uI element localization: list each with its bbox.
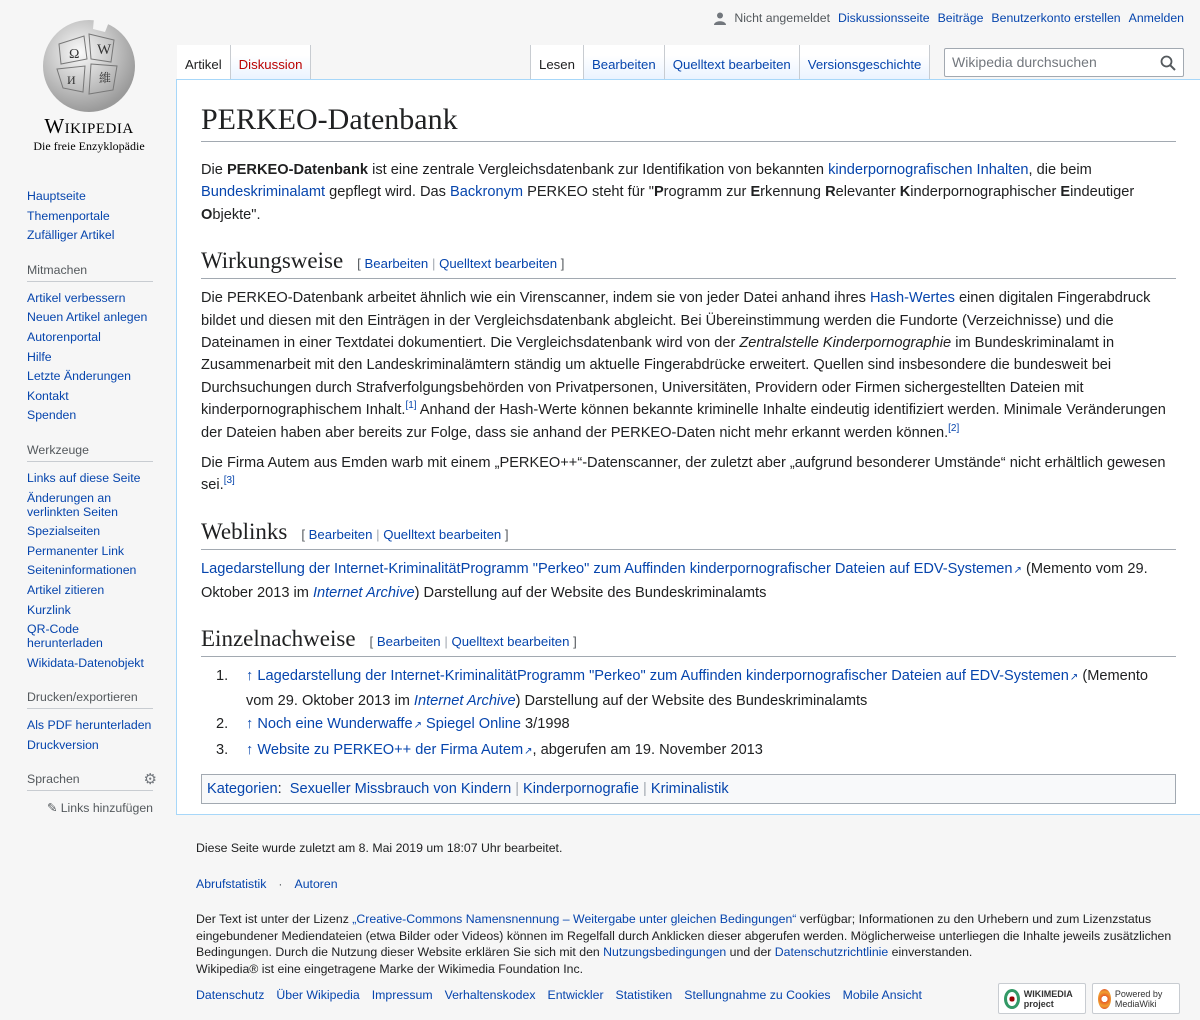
search-icon[interactable] [1160,55,1176,71]
footer-link-imprint[interactable]: Impressum [371,988,433,1002]
sidebar-item-page-info[interactable]: Seiteninformationen [27,563,137,578]
sidebar-item-main-page[interactable]: Hauptseite [27,189,86,203]
wikimedia-logo-icon [1004,989,1020,1009]
section-title: Weblinks [201,518,288,544]
text: , die beim [1028,162,1092,178]
sidebar-item-improve[interactable]: Artikel verbessern [27,290,126,305]
talk-link[interactable]: Diskussionsseite [838,11,930,25]
footer-link-about[interactable]: Über Wikipedia [276,988,360,1002]
create-account-link[interactable]: Benutzerkonto erstellen [991,11,1121,25]
page-stats-link[interactable]: Abrufstatistik [196,876,267,891]
text: elevanter [835,184,900,201]
section-heading-weblinks [201,517,1176,550]
sidebar-item-qr-code[interactable]: QR-Code herunterladen [27,622,103,651]
sidebar-item-donate[interactable]: Spenden [27,408,77,423]
text: , abgerufen am 19. November 2013 [532,741,763,758]
category-link[interactable]: Kriminalistik [650,780,729,797]
text: verfügbar; Informationen zu den Urhebern und zum Lizenzstatus eingebundener Mediendateien (etwa Bilder oder Videos) können im Regelfall durch Anklicken dieser abgerufen werden. Möglicherweise unterliegen die Inhalte jeweils zusätzlichen Bedingungen. Durch die Nutzung dieser Website erklären Sie sich mit den [196,912,1172,960]
link-internet-archive[interactable] [313,585,415,601]
footer-link-cookies[interactable]: Stellungnahme zu Cookies [684,988,831,1002]
tab-edit-source[interactable]: Quelltext bearbeiten [665,45,800,79]
tagline: Die freie Enzyklopädie [33,139,145,153]
text: rkennung [760,184,826,201]
reference-link[interactable]: Noch eine Wunderwaffe ↗ [257,716,422,732]
sidebar-navigation [27,186,153,245]
text: indeutiger [1070,184,1135,201]
category-link[interactable]: Kinderpornografie [523,780,640,797]
sidebar-heading-mitmachen: Mitmachen [27,263,153,282]
section-edit-links: [ Bearbeiten | Quelltext bearbeiten ] [369,634,577,650]
license-text [196,911,1176,961]
intro-paragraph [201,159,1176,226]
wikimedia-badge[interactable] [998,983,1086,1014]
reference-item [216,665,1176,712]
mediawiki-badge-text: Powered by MediaWiki [1114,988,1163,1009]
text: und der [726,945,775,960]
text: einen digitalen Fingerabdruck bildet und diesen mit den Einträgen in der Vergleichsdatenbank abgleicht. Bei Übereinstimmung werden die Fundorte (Verzeichnisse) und die Dateinamen in einer Textdatei dokumentiert. Die Vergleichsdatenbank wird von der [201,290,1151,351]
footer-links [196,988,922,1002]
license-link[interactable]: „Creative-Commons Namensnennung – Weitergabe unter gleichen Bedingungen“ [352,912,797,927]
footer-link-developers[interactable]: Entwickler [547,988,604,1002]
footnote-1[interactable]: [1] [405,400,417,412]
footer-link-privacy[interactable]: Datenschutz [196,988,265,1002]
add-links-button[interactable] [27,797,153,815]
sidebar-item-help[interactable]: Hilfe [27,349,52,364]
section-title: Einzelnachweise [201,626,356,652]
login-link[interactable]: Anmelden [1128,11,1184,25]
text: PERKEO steht für " [523,184,654,201]
terms-link[interactable]: Nutzungsbedingungen [603,945,727,960]
reference-link[interactable]: Lagedarstellung der Internet-KriminalitätProgramm "Perkeo" zum Auffinden kinderpornografischer Dateien auf EDV-Systemen ↗ [257,668,1078,684]
not-logged-in-label: Nicht angemeldet [734,11,831,25]
link-backronym[interactable]: Backronym [450,184,524,201]
text: ) Darstellung auf der Website des Bundeskriminalamts [515,692,868,709]
namespace-tabs [177,45,311,79]
tab-article[interactable]: Artikel [177,45,231,79]
svg-text:維: 維 [99,71,112,85]
section-heading-wirkungsweise [201,246,1176,279]
sidebar-participate [27,263,153,425]
text: Die [201,162,227,178]
section-title: Wirkungsweise [201,248,344,274]
edit-section-link[interactable]: Bearbeiten [308,526,373,542]
footer-link-code-of-conduct[interactable]: Verhaltenskodex [444,988,536,1002]
link-bundeskriminalamt[interactable]: Bundeskriminalamt [201,184,326,201]
sidebar-languages [27,771,157,816]
acronym-letter: K [899,184,911,201]
edit-source-section-link[interactable]: Quelltext bearbeiten [439,256,558,272]
puzzle-globe-icon [39,14,139,114]
sidebar-item-related-changes[interactable]: Änderungen an verlinkten Seiten [27,490,118,519]
last-modified: Diese Seite wurde zuletzt am 8. Mai 2019 um 18:07 Uhr bearbeitet. [196,841,563,855]
sidebar-heading-sprachen [27,771,157,791]
link-kinderpornografische-inhalte[interactable]: kinderpornografischen Inhalten [828,162,1029,178]
reference-link[interactable]: Website zu PERKEO++ der Firma Autem ↗ [257,742,532,758]
page-title: PERKEO-Datenbank [201,102,1176,142]
footnote-2[interactable]: [2] [948,422,960,434]
wikimedia-badge-text: WIKIMEDIA project [1023,988,1073,1009]
wikipedia-logo[interactable] [27,14,151,159]
edit-source-section-link[interactable]: Quelltext bearbeiten [451,634,570,650]
mediawiki-logo-icon [1098,989,1111,1009]
view-tabs [530,45,930,79]
sidebar-item-recent-changes[interactable]: Letzte Änderungen [27,369,131,384]
footer-link-mobile[interactable]: Mobile Ansicht [842,988,922,1002]
text: Die Firma Autem aus Emden warb mit einem „PERKEO++“-Datenscanner, der zuletzt aber „aufgrund besonderer Umstände“ nicht erhältlich gewesen sei. [201,454,1166,494]
sidebar [27,186,157,833]
acronym-letter: O [201,206,213,223]
add-links-label: Links hinzufügen [60,801,153,816]
contributions-link[interactable]: Beiträge [937,11,984,25]
wirkung-paragraph-1 [201,287,1176,444]
search-input[interactable] [950,53,1154,71]
edit-section-link[interactable]: Bearbeiten [376,634,441,650]
text: Der Text ist unter der Lizenz [196,912,353,927]
text: Die PERKEO-Datenbank arbeitet ähnlich wie ein Virenscanner, indem sie von jeder Datei anhand ihres [201,290,870,307]
text: 3/1998 [520,716,570,733]
reference-number: 1. [216,668,229,685]
text: im Bundeskriminalamt in Zusammenarbeit mit den Landeskriminalämtern ständig um aktuelle Fingerabdrücke erweitert. Quellen sind insbesondere die bundesweit bei Durchsuchungen durch Strafverfolgungsbehörden von Privatpersonen, Universitäten, Providern oder Firmen sichergestellten Dateien mit kinderpornographischem Inhalt. [201,334,1115,419]
text: einverstanden. [888,945,973,960]
italic-text: Zentralstelle Kinderpornographie [739,334,952,351]
personal-tools [714,11,1184,25]
section-edit-links: [ Bearbeiten | Quelltext bearbeiten ] [301,526,509,542]
categories-label[interactable]: Kategorien [207,780,278,797]
footer [196,840,1176,997]
external-link-bka[interactable]: Lagedarstellung der Internet-KriminalitätProgramm "Perkeo" zum Auffinden kinderpornografischer Dateien auf EDV-Systemen ↗ [201,561,1022,577]
sidebar-heading-werkzeuge: Werkzeuge [27,443,153,462]
acronym-letter: P [653,184,664,201]
text: inderpornographischer [910,184,1061,201]
footnote-3[interactable]: [3] [223,475,235,487]
pencil-icon: ✎ [46,801,58,816]
backlink-arrow[interactable]: ↑ [246,741,254,758]
backlink-arrow[interactable]: ↑ [246,716,254,733]
wirkung-paragraph-2 [201,452,1176,497]
link-hash-wertes[interactable]: Hash-Wertes [870,290,955,307]
content-area [176,79,1200,815]
sidebar-item-shortlink[interactable]: Kurzlink [27,602,71,617]
separator: · [278,876,283,891]
sidebar-item-permalink[interactable]: Permanenter Link [27,543,125,558]
sidebar-item-wikidata[interactable]: Wikidata-Datenobjekt [27,655,144,670]
footer-link-statistics[interactable]: Statistiken [615,988,673,1002]
wordmark: Wikipedia [44,114,134,138]
gear-icon[interactable]: ⚙ [143,771,157,789]
link-spiegel-online[interactable]: Spiegel Online [426,716,521,733]
tab-history[interactable]: Versionsgeschichte [800,45,931,79]
sidebar-item-new-article[interactable]: Neuen Artikel anlegen [27,310,148,325]
category-box: Kategorien: Sexueller Missbrauch von Kindern | Kinderpornografie | Kriminalistik [201,774,1176,804]
sidebar-item-print[interactable]: Druckversion [27,737,99,752]
text: (Memento vom 29. Oktober 2013 im [201,560,1148,602]
link-internet-archive[interactable] [414,693,516,709]
sidebar-tools [27,443,153,672]
svg-text:Ω: Ω [69,47,80,62]
user-icon [714,12,726,25]
bold-title: PERKEO-Datenbank [226,162,369,178]
italic-text: Internet Archive [312,585,415,602]
tab-read[interactable]: Lesen [530,45,584,79]
authors-link[interactable]: Autoren [294,876,338,891]
sidebar-item-contact[interactable]: Kontakt [27,388,69,403]
text: Anhand der Hash-Werte können bekannte kriminelle Inhalte eindeutig identifiziert werden. Minimale Veränderungen der Dateien haben aber bereits zur Folge, dass sie anhand der PERKEO-Daten nicht mehr erkannt werden können. [201,402,1166,441]
sidebar-print [27,690,153,754]
section-heading-einzelnachweise [201,624,1176,657]
text: ist eine zentrale Vergleichsdatenbank zur Identifikation von bekannten [368,162,829,178]
text: (Memento vom 29. Oktober 2013 im [246,668,1149,709]
reference-item [216,713,1176,737]
text: rogramm zur [663,184,751,201]
acronym-letter: R [825,184,836,201]
reference-number: 2. [216,716,229,733]
sidebar-heading-drucken: Drucken/exportieren [27,690,153,709]
search-box [944,48,1184,77]
trademark-text: Wikipedia® ist eine eingetragene Marke der Wikimedia Foundation Inc. [196,961,584,976]
references-list [216,665,1176,763]
sidebar-item-whatlinkshere[interactable]: Links auf diese Seite [27,470,141,485]
category-link[interactable]: Sexueller Missbrauch von Kindern [289,780,512,797]
sidebar-item-portals[interactable]: Themenportale [27,208,110,223]
edit-source-section-link[interactable]: Quelltext bearbeiten [383,526,502,542]
footer-stats [196,876,1176,893]
text: gepflegt wird. Das [325,184,451,201]
tab-edit[interactable]: Bearbeiten [584,45,665,79]
section-edit-links: [ Bearbeiten | Quelltext bearbeiten ] [357,256,565,272]
svg-text:И: И [67,73,76,87]
text: bjekte". [212,206,261,223]
text: ) Darstellung auf der Website des Bundeskriminalamts [414,585,767,602]
sidebar-item-pdf[interactable]: Als PDF herunterladen [27,718,152,733]
reference-item [216,739,1176,763]
sidebar-item-random[interactable]: Zufälliger Artikel [27,228,115,243]
italic-text: Internet Archive [413,692,516,709]
mediawiki-badge[interactable] [1092,983,1180,1014]
sidebar-item-cite[interactable]: Artikel zitieren [27,582,105,597]
sidebar-item-special-pages[interactable]: Spezialseiten [27,524,101,539]
sidebar-item-author-portal[interactable]: Autorenportal [27,329,101,344]
edit-section-link[interactable]: Bearbeiten [364,256,429,272]
acronym-letter: E [750,184,761,201]
backlink-arrow[interactable]: ↑ [246,668,254,685]
acronym-letter: E [1060,184,1071,201]
tab-discussion[interactable]: Diskussion [231,45,312,79]
reference-number: 3. [216,741,229,758]
svg-text:W: W [97,42,112,58]
weblinks-paragraph [201,558,1176,605]
privacy-policy-link[interactable]: Datenschutzrichtlinie [774,945,889,960]
languages-label: Sprachen [27,772,80,787]
